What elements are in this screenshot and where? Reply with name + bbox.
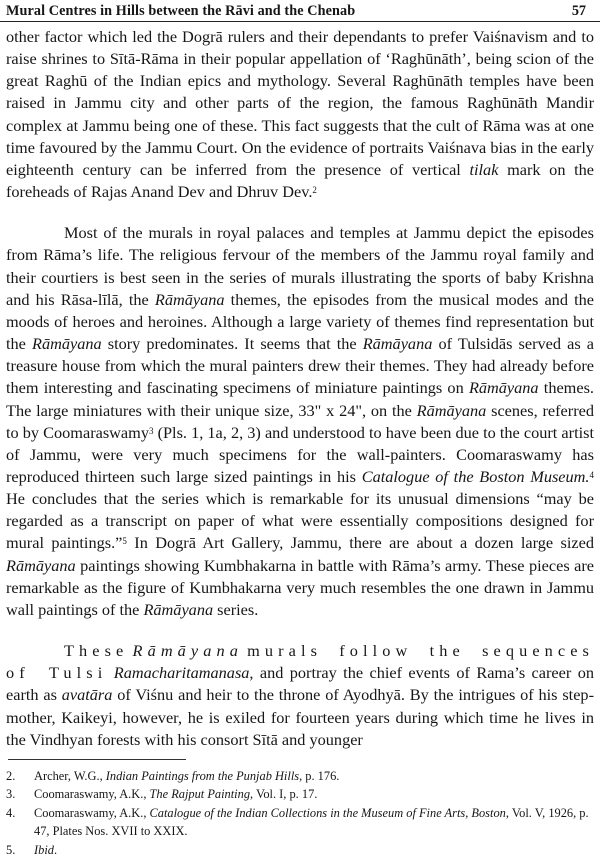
text-run: , p. 176. — [299, 769, 340, 783]
italic-text: The Rajput Painting — [149, 787, 251, 802]
italic-text: Rāmāyana — [6, 555, 76, 575]
footnote-marker: 2 — [312, 185, 317, 196]
italic-text: Ramacharitamanasa — [113, 663, 250, 683]
text-run: , and portray the chief events of Rama’s career on earth as — [6, 663, 594, 705]
italic-text: Rāmāyana — [468, 378, 539, 398]
text-run: . — [53, 842, 58, 857]
footnote-number: 4. — [6, 805, 16, 820]
italic-text: Rāmāyana — [362, 334, 433, 354]
text-run: murals follow the sequences of Tulsi — [6, 641, 594, 683]
italic-text: Rāmāyana — [32, 334, 102, 354]
italic-text: Ibid — [34, 842, 54, 857]
text-run: themes. The large miniatures with their unique size, 33" x 24", on the — [6, 378, 594, 420]
text-run: Coomaraswamy, A.K., — [34, 805, 150, 820]
footnote — [6, 804, 594, 841]
text-run: These — [64, 641, 129, 661]
paragraph — [6, 26, 594, 203]
text-run: (Pls. 1, 1a, 2, 3) and understood to have been due to the court artist of Jammu, were very much specimens for the wall-painters. Coomaraswamy has reproduced thirteen such large sized paintings in his — [6, 422, 594, 486]
footnote-number: 3. — [6, 787, 16, 802]
footnote-text — [34, 804, 594, 841]
footnote — [6, 767, 594, 785]
italic-text: Indian Paintings from the Punjab Hills — [105, 769, 300, 783]
text-run: themes, the episodes from the musical modes and the moods of heroes and heroines. Although a large variety of themes find representation but the — [6, 289, 594, 354]
running-header-title: Mural Centres in Hills between the Rāvi and the Chenab — [6, 3, 356, 19]
text-run: In Dogrā Art Gallery, Jammu, there are about a dozen large sized — [126, 533, 594, 553]
italic-text: Rāmāyana — [143, 599, 214, 619]
text-run: mark on the foreheads of Rajas Anand Dev and Dhruv Dev. — [6, 159, 594, 202]
footnote-marker: 3 — [148, 425, 154, 436]
footnote-text — [34, 785, 594, 803]
text-run: Coomaraswamy, A.K., — [34, 787, 150, 802]
text-run: Archer, W.G., — [34, 769, 106, 783]
running-header — [0, 3, 600, 22]
footnote-text — [34, 841, 594, 859]
text-run: , Vol. I, p. 17. — [250, 787, 318, 802]
italic-text: avatāra — [61, 685, 113, 705]
footnote-text — [34, 767, 594, 785]
italic-text: tilak — [469, 159, 499, 179]
footnote-separator — [8, 759, 186, 760]
text-run: He concludes that the series which is remarkable for its unusual dimensions “may be regarded as a transcript on paper of what were essentially compositions designed for mural paintings.” — [6, 489, 594, 553]
italic-text: Rāmāyana — [132, 641, 243, 661]
italic-text: Catalogue of the Boston Museum. — [361, 466, 590, 486]
italic-text: Rāmāyana — [416, 400, 487, 420]
paragraph — [6, 640, 594, 751]
footnotes — [6, 767, 594, 859]
footnote-marker: 4 — [589, 469, 594, 480]
body-text — [6, 26, 594, 751]
footnote-marker: 5 — [122, 536, 127, 547]
text-run: of Tulsidās served as a treasure house from which the mural painters drew their themes. They had already before them interesting and fascinating specimens of miniature paintings on — [6, 334, 595, 398]
text-run: story predominates. It seems that the — [101, 334, 363, 354]
italic-text: Catalogue of the Indian Collections in the Museum of Fine Arts, Boston — [149, 805, 506, 820]
text-run: other factor which led the Dogrā rulers and their dependants to prefer Vaiśnavism and to raise shrines to Sītā-Rāma in their popular appellation of ‘Raghūnāth’, being scion of the great Raghū of the Indian epics and mythology. Several Raghūnāth temples have been raised in Jammu city and other parts of the region, the famous Raghūnāth Mandir complex at Jammu being one of these. This fact suggests that the cult of Rāma was at one time favoured by the Jammu Court. On the evidence of portraits Vaiśnava bias in the early eighteenth century can be inferred from the presence of vertical — [6, 27, 594, 179]
text-run: series. — [213, 599, 259, 619]
paragraph — [6, 222, 594, 621]
footnote-number: 5. — [6, 842, 16, 857]
text-run: Most of the murals in royal palaces and temples at Jammu depict the episodes from Rāma’s life. The religious fervour of the members of the Jammu royal family and their courtiers is best seen in the series of murals illustrating the sports of baby Krishna and his Rāsa-līlā, the — [6, 223, 594, 309]
page-number: 57 — [571, 3, 586, 19]
footnote-number: 2. — [6, 769, 16, 783]
italic-text: Rāmāyana — [154, 289, 225, 309]
footnote — [6, 841, 594, 859]
text-run: scenes, referred to by Coomaraswamy — [6, 400, 594, 442]
text-run: paintings showing Kumbhakarna in battle with Rāma’s army. These pieces are remarkable as the figure of Kumbhakarna very much resembles the one drawn in Jammu wall paintings of the — [6, 555, 594, 619]
text-run: of Viśnu and heir to the throne of Ayodhyā. By the intrigues of his step-mother, Kaikeyi, however, he is exiled for fourteen years during which time he lives in the Vindhyan forests with his consort Sītā and younger — [6, 685, 594, 749]
text-run: , Vol. V, 1926, p. 47, Plates Nos. XVII to XXIX. — [34, 805, 589, 839]
footnote — [6, 785, 594, 803]
